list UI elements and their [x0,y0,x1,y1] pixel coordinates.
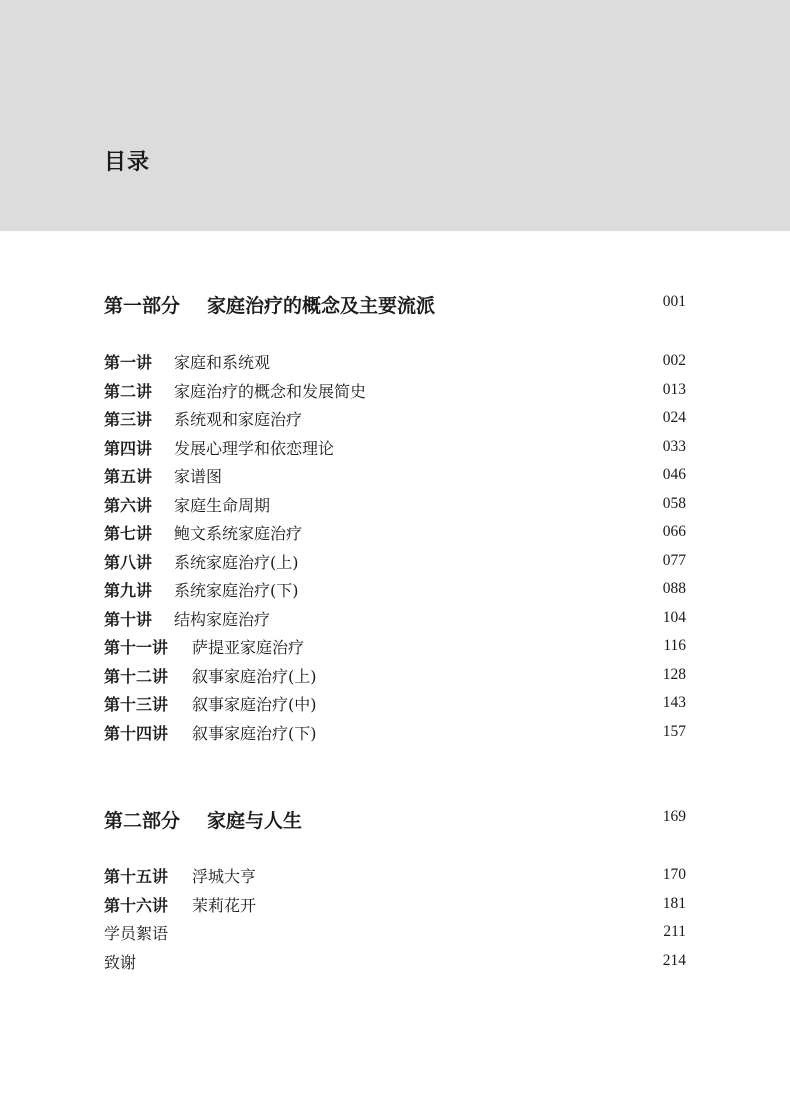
lecture-title: 叙事家庭治疗(下) [192,723,317,743]
lecture-title: 发展心理学和依恋理论 [174,438,335,458]
toc-entry[interactable] [104,550,686,578]
lecture-title: 家庭和系统观 [174,353,271,372]
toc-entry[interactable] [104,864,686,892]
lecture-label: 第十四讲 [104,723,169,743]
lecture-label: 第四讲 [104,438,153,458]
page-number: 024 [662,409,686,426]
part-heading-2[interactable] [104,806,686,834]
toc-entry[interactable] [104,464,686,492]
lecture-label: 第十六讲 [104,895,169,915]
page-number: 211 [663,923,686,940]
toc-entry[interactable] [104,692,686,720]
part-title: 家庭与人生 [207,810,303,832]
lecture-title: 系统家庭治疗(下) [174,581,299,600]
part-title: 家庭治疗的概念及主要流派 [207,295,436,317]
lecture-title: 鲍文系统家庭治疗 [174,524,303,543]
page-number: 128 [662,665,686,683]
lecture-label: 第二讲 [104,381,153,401]
lecture-label: 第三讲 [104,410,153,429]
lecture-title: 萨提亚家庭治疗 [192,638,305,657]
toc-entry[interactable] [104,493,686,521]
page-number: 046 [662,466,686,483]
toc-entry-extra[interactable] [104,950,686,978]
page-number: 066 [662,523,686,540]
toc-entry[interactable] [104,407,686,435]
page-number: 002 [662,352,686,369]
lecture-title: 叙事家庭治疗(中) [192,695,317,714]
lecture-label: 第十一讲 [104,638,169,657]
page-number: 143 [662,694,686,711]
page-number: 157 [662,722,686,740]
lecture-title: 叙事家庭治疗(上) [192,666,317,686]
lecture-title: 系统观和家庭治疗 [174,410,303,429]
toc-entry-extra[interactable] [104,921,686,949]
lecture-title: 家庭生命周期 [174,495,271,515]
lecture-label: 第五讲 [104,467,153,486]
lecture-title: 家谱图 [174,467,223,486]
page-number: 181 [662,894,686,912]
lecture-title: 家庭治疗的概念和发展简史 [174,381,367,401]
toc-entry[interactable] [104,436,686,464]
page-number: 077 [662,551,686,569]
part-heading-1[interactable] [104,291,686,319]
page-number: 001 [662,293,686,310]
toc-entry[interactable] [104,350,686,378]
page-number: 170 [662,866,686,883]
lecture-label: 第十二讲 [104,666,169,686]
toc-entry[interactable] [104,721,686,749]
lecture-title: 系统家庭治疗(上) [174,552,299,572]
toc-entry[interactable] [104,521,686,549]
lecture-label: 第十讲 [104,609,153,629]
page-number: 088 [662,580,686,597]
lecture-label: 第八讲 [104,552,153,572]
lecture-label: 第十三讲 [104,695,169,714]
extra-title: 学员絮语 [104,924,169,943]
toc-entry[interactable] [104,607,686,635]
page-number: 169 [662,808,686,825]
lecture-label: 第六讲 [104,495,153,515]
page-number: 104 [662,608,686,626]
lecture-label: 第九讲 [104,581,153,600]
page-number: 116 [663,637,686,654]
extra-title: 致谢 [104,952,137,972]
toc-entry[interactable] [104,635,686,663]
page-number: 033 [662,437,686,455]
lecture-label: 第七讲 [104,524,153,543]
toc-entry[interactable] [104,664,686,692]
lecture-title: 茉莉花开 [192,895,257,915]
lecture-title: 浮城大亨 [192,867,257,886]
lecture-label: 第一讲 [104,353,153,372]
toc-entry[interactable] [104,893,686,921]
page-number: 214 [662,951,686,969]
page-number: 058 [662,494,686,512]
toc-title: 目录 [104,149,151,175]
header-band [0,0,790,231]
toc-entry[interactable] [104,578,686,606]
part-label: 第一部分 [104,295,181,317]
toc-entry[interactable] [104,379,686,407]
page-number: 013 [662,380,686,398]
part-label: 第二部分 [104,810,181,832]
lecture-label: 第十五讲 [104,867,169,886]
lecture-title: 结构家庭治疗 [174,609,271,629]
